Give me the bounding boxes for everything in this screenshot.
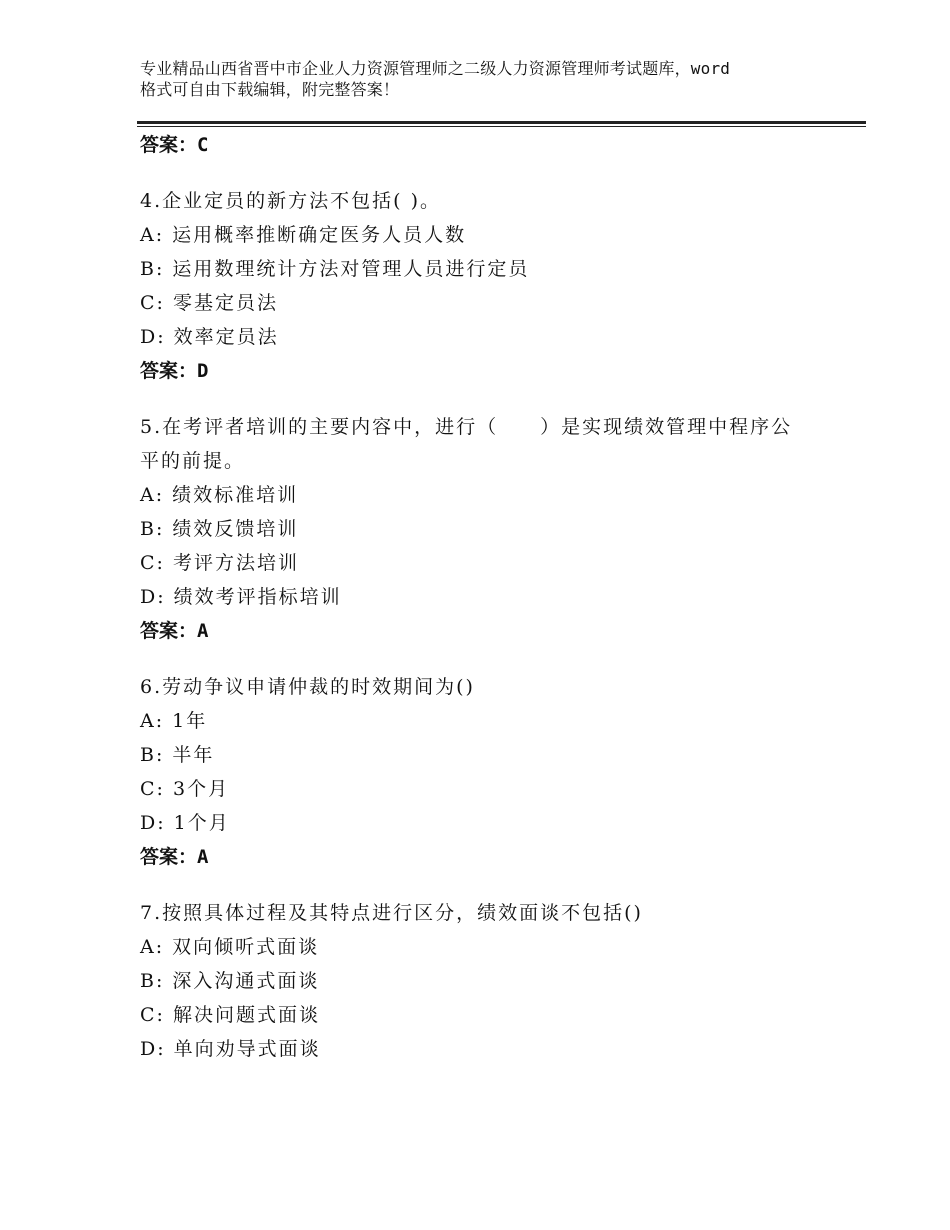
question-stem: 7.按照具体过程及其特点进行区分，绩效面谈不包括() xyxy=(140,902,643,924)
option-b: B: 深入沟通式面谈 xyxy=(140,970,320,992)
question-stem: 6.劳动争议申请仲裁的时效期间为() xyxy=(140,676,475,698)
header-rule-thin xyxy=(137,126,866,127)
option-c: C: 零基定员法 xyxy=(140,292,278,314)
option-a: A: 1年 xyxy=(140,710,208,732)
question-5 xyxy=(140,410,860,648)
option-a: A: 绩效标准培训 xyxy=(140,484,299,506)
header-title-line-1: 专业精品山西省晋中市企业人力资源管理师之二级人力资源管理师考试题库，word xyxy=(140,59,731,78)
header-title-line-2: 格式可自由下载编辑，附完整答案！ xyxy=(140,80,400,99)
question-4 xyxy=(140,184,860,388)
answer: 答案：A xyxy=(140,620,209,642)
option-c: C: 解决问题式面谈 xyxy=(140,1004,320,1026)
option-c: C: 3个月 xyxy=(140,778,230,800)
option-b: B: 运用数理统计方法对管理人员进行定员 xyxy=(140,258,530,280)
option-a: A: 运用概率推断确定医务人员人数 xyxy=(140,224,467,246)
option-b: B: 绩效反馈培训 xyxy=(140,518,299,540)
question-7 xyxy=(140,896,860,1066)
question-list xyxy=(140,128,860,1066)
question-stem: 5.在考评者培训的主要内容中，进行（ ）是实现绩效管理中程序公平的前提。 xyxy=(140,416,793,472)
option-b: B: 半年 xyxy=(140,744,215,766)
option-d: D: 1个月 xyxy=(140,812,230,834)
option-d: D: 绩效考评指标培训 xyxy=(140,586,342,608)
option-a: A: 双向倾听式面谈 xyxy=(140,936,320,958)
question-6 xyxy=(140,670,860,874)
document-header xyxy=(140,58,840,100)
option-d: D: 单向劝导式面谈 xyxy=(140,1038,321,1060)
answer: 答案：A xyxy=(140,846,209,868)
option-d: D: 效率定员法 xyxy=(140,326,279,348)
question-stem: 4.企业定员的新方法不包括( )。 xyxy=(140,190,441,212)
header-rule-thick xyxy=(137,121,866,124)
answer-q3: 答案：C xyxy=(140,134,209,156)
option-c: C: 考评方法培训 xyxy=(140,552,299,574)
answer: 答案：D xyxy=(140,360,209,382)
